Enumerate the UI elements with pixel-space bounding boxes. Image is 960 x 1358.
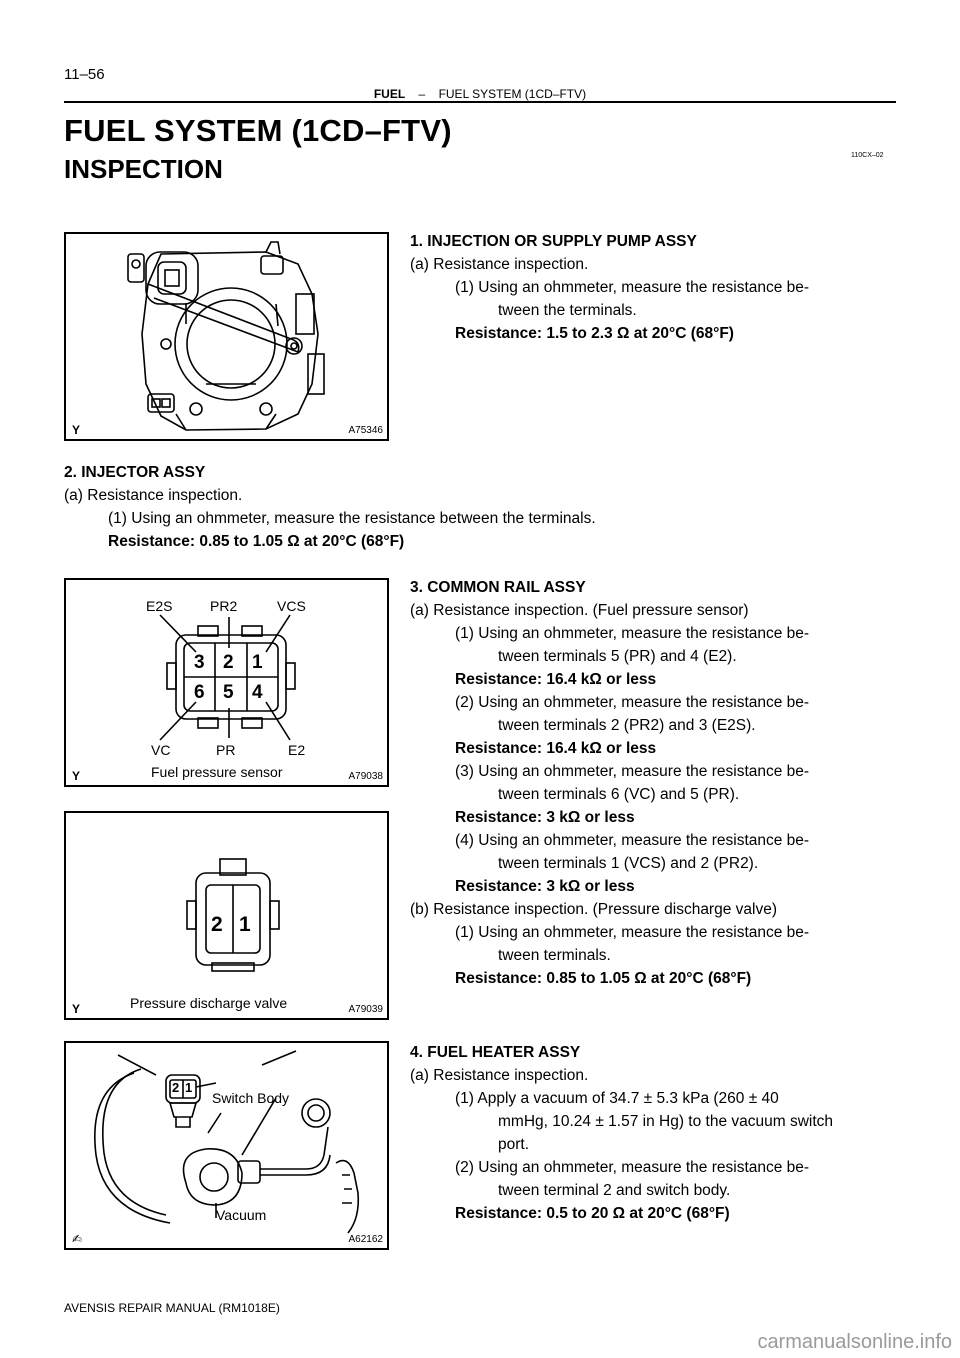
s4-spec: Resistance: 0.5 to 20 Ω at 20°C (68°F) [455, 1205, 730, 1222]
s3-a4: (4) Using an ohmmeter, measure the resistance be- [455, 832, 810, 849]
page-title: FUEL SYSTEM (1CD–FTV) [64, 113, 452, 148]
label-vc: VC [151, 742, 171, 758]
s3-heading: 3. COMMON RAIL ASSY [410, 579, 586, 596]
valve-pin-2: 2 [211, 913, 223, 936]
figure-mark: Y [72, 769, 81, 783]
label-vcs: VCS [277, 598, 306, 614]
s3-a1: (1) Using an ohmmeter, measure the resistance be- [455, 625, 810, 642]
s2-spec: Resistance: 0.85 to 1.05 Ω at 20°C (68°F) [108, 533, 405, 550]
s3-a1s: Resistance: 16.4 kΩ or less [455, 671, 657, 688]
s4-p2: (2) Using an ohmmeter, measure the resistance be- [455, 1159, 810, 1176]
figure-mark: Y [72, 423, 81, 437]
label-pr2: PR2 [210, 598, 238, 614]
s1-p1b: tween the terminals. [498, 302, 637, 319]
figure-mark: Y [72, 1002, 81, 1016]
pin-1: 1 [252, 652, 263, 673]
s3-b1s: Resistance: 0.85 to 1.05 Ω at 20°C (68°F) [455, 970, 752, 987]
pin-3: 3 [194, 652, 205, 673]
label-pr: PR [216, 742, 236, 758]
s3-a: (a) Resistance inspection. (Fuel pressure sensor) [410, 602, 749, 619]
s4-a: (a) Resistance inspection. [410, 1067, 589, 1084]
s3-b1b: tween terminals. [498, 947, 611, 964]
s2-a: (a) Resistance inspection. [64, 487, 243, 504]
s3-a1b: tween terminals 5 (PR) and 4 (E2). [498, 648, 737, 665]
s3-a2: (2) Using an ohmmeter, measure the resistance be- [455, 694, 810, 711]
valve-connector-diagram [66, 813, 387, 1018]
s3-a4b: tween terminals 1 (VCS) and 2 (PR2). [498, 855, 759, 872]
page-subtitle: INSPECTION [64, 154, 223, 184]
s1-spec: Resistance: 1.5 to 2.3 Ω at 20°C (68°F) [455, 325, 734, 342]
s3-a3s: Resistance: 3 kΩ or less [455, 809, 635, 826]
footer: AVENSIS REPAIR MANUAL (RM1018E) [64, 1301, 280, 1315]
figure-fuel-heater [64, 1041, 389, 1250]
sensor-caption: Fuel pressure sensor [151, 764, 283, 780]
header-rule [64, 101, 896, 103]
s4-p1c: port. [498, 1136, 530, 1153]
running-header [0, 87, 960, 101]
valve-caption: Pressure discharge valve [130, 995, 288, 1011]
header-separator: – [418, 87, 426, 101]
figure-fuel-pressure-sensor [64, 578, 389, 787]
s4-p2b: tween terminal 2 and switch body. [498, 1182, 731, 1199]
s3-a4s: Resistance: 3 kΩ or less [455, 878, 635, 895]
pin-2: 2 [223, 652, 234, 673]
heater-pin-1: 1 [185, 1080, 193, 1095]
label-e2s: E2S [146, 598, 173, 614]
s3-b: (b) Resistance inspection. (Pressure discharge valve) [410, 901, 777, 918]
figure-id: A79038 [348, 771, 383, 782]
supply-pump-illustration [66, 234, 387, 439]
s1-p1: (1) Using an ohmmeter, measure the resistance be- [455, 279, 810, 296]
s2-p1: (1) Using an ohmmeter, measure the resistance between the terminals. [108, 510, 596, 527]
page-number: 11–56 [64, 66, 105, 83]
figure-id: A75346 [348, 425, 383, 436]
label-vacuum: Vacuum [216, 1207, 267, 1223]
s3-a3: (3) Using an ohmmeter, measure the resistance be- [455, 763, 810, 780]
header-topic: FUEL SYSTEM (1CD–FTV) [438, 87, 587, 101]
watermark: carmanualsonline.info [757, 1331, 952, 1353]
pin-4: 4 [252, 682, 263, 703]
figure-supply-pump [64, 232, 389, 441]
figure-pressure-discharge-valve [64, 811, 389, 1020]
s3-b1: (1) Using an ohmmeter, measure the resistance be- [455, 924, 810, 941]
s3-a2s: Resistance: 16.4 kΩ or less [455, 740, 657, 757]
s4-heading: 4. FUEL HEATER ASSY [410, 1044, 581, 1061]
s2-heading: 2. INJECTOR ASSY [64, 464, 206, 481]
valve-pin-1: 1 [239, 913, 251, 936]
s3-a2b: tween terminals 2 (PR2) and 3 (E2S). [498, 717, 756, 734]
label-e2: E2 [288, 742, 306, 758]
s1-a: (a) Resistance inspection. [410, 256, 589, 273]
s4-p1b: mmHg, 10.24 ± 1.57 in Hg) to the vacuum switch [498, 1113, 834, 1130]
label-switch-body: Switch Body [212, 1090, 290, 1106]
s4-p1: (1) Apply a vacuum of 34.7 ± 5.3 kPa (260 ± 40 [455, 1090, 779, 1107]
figure-id: A62162 [348, 1234, 383, 1245]
s1-heading: 1. INJECTION OR SUPPLY PUMP ASSY [410, 233, 697, 250]
header-section: FUEL [373, 87, 406, 101]
doc-code: 110CX–02 [851, 152, 884, 159]
figure-id: A79039 [348, 1004, 383, 1015]
pin-6: 6 [194, 682, 205, 703]
pin-5: 5 [223, 682, 234, 703]
heater-pin-2: 2 [172, 1080, 180, 1095]
figure-mark: ✍ [72, 1232, 83, 1246]
s3-a3b: tween terminals 6 (VC) and 5 (PR). [498, 786, 740, 803]
